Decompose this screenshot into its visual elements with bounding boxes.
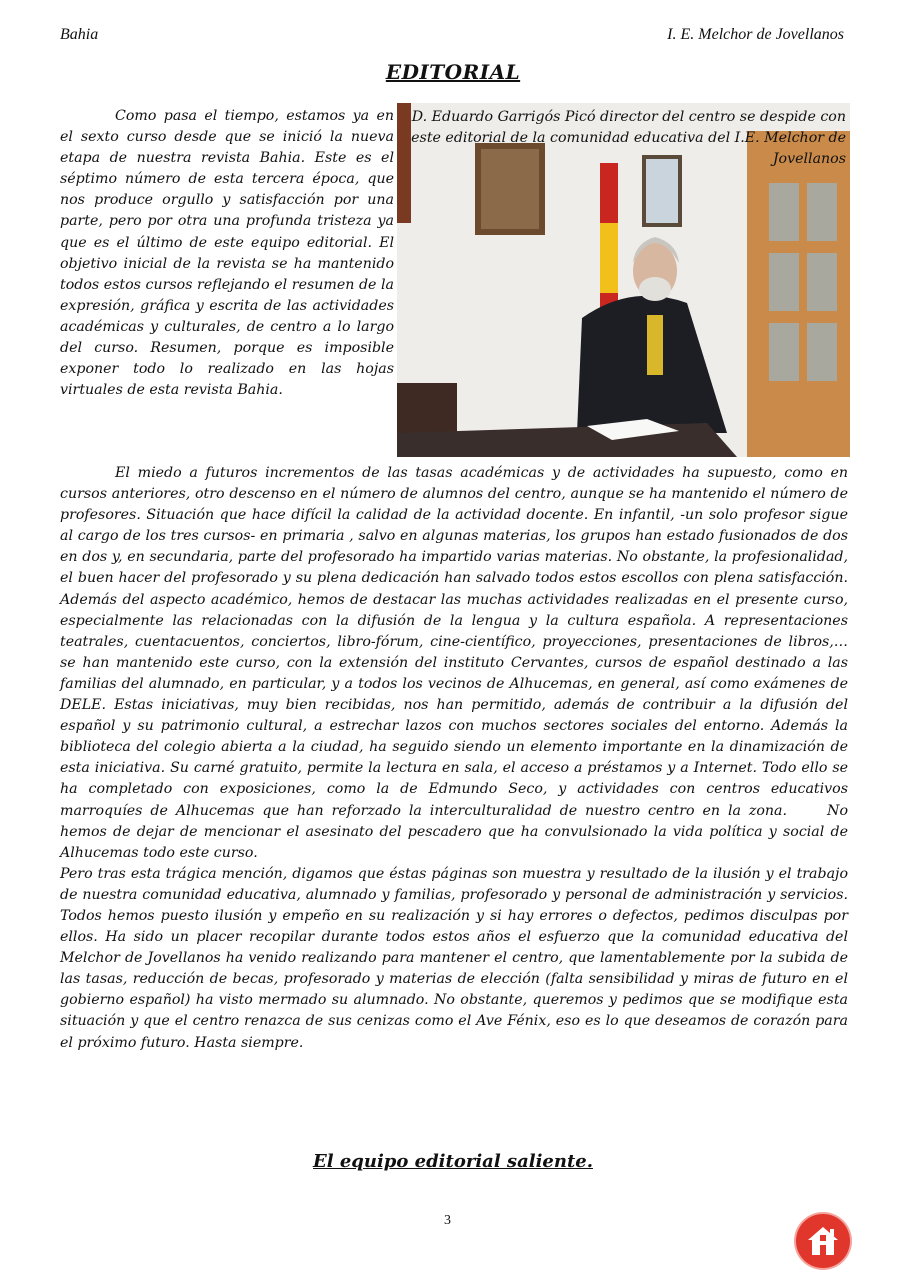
header-magazine-name: Bahia (60, 26, 99, 43)
page-title: EDITORIAL (385, 60, 521, 84)
photo-caption: D. Eduardo Garrigós Picó director del centro se despide con este editorial de la comunidad educativa del I.E. Melchor de Jovellanos (411, 109, 846, 167)
header-school-name: I. E. Melchor de Jovellanos (667, 26, 844, 43)
main-paragraph-1-text: El miedo a futuros incrementos de las tasas académicas y de actividades ha supuesto, como en cursos anteriores, otro descenso en el número de alumnos del centro, aunque se ha mantenido el número de profesores. Situación que hace difícil la calidad de la actividad docente. En infantil, -un solo profesor sigue al cargo de los tres cursos- en primaria , salvo en algunas materias, los grupos han estado fusionados de dos en dos y, en secundaria, parte del profesorado ha impartido varias materias. No obstante, la profesionalidad, el buen hacer del profesorado y su plena dedicación han salvado todos estos escollos con plena satisfacción. Además del aspecto académico, hemos de destacar las muchas actividades realizadas en el presente curso, especialmente las relacionadas con la difusión de la lengua y la cultura española. A representaciones teatrales, cuentacuentos, conciertos, libro-fórum, cine-científico, proyecciones, presentaciones de libros,… se han mantenido este curso, con la extensión del instituto Cervantes, cursos de español destinado a las familias del alumnado, en particular, y a todos los vecinos de Alhucemas, en general, así como exámenes de DELE. Estas iniciativas, muy bien recibidas, nos han permitido, además de contribuir a la difusión del español y su patrimonio cultural, a estrechar lazos con muchos sectores sociales del entorno. Además la biblioteca del colegio abierta a la ciudad, ha seguido siendo un elemento importante en la dinamización de esta iniciativa. Su carné gratuito, permite la lectura en sala, el acceso a préstamos y a Internet. Todo ello se ha completado con exposiciones, como la de Edmundo Seco, y actividades con centros educativos marroquíes de Alhucemas que han reforzado la interculturalidad de nuestro centro en la zona. (60, 465, 848, 819)
main-text (60, 463, 848, 1054)
main-paragraph-2: Pero tras esta trágica mención, digamos que éstas páginas son muestra y resultado de la ilusión y el trabajo de nuestra comunidad educativa, alumnado y familias, profesorado y personal de administración y servicios. Todos hemos puesto ilusión y empeño en su realización y si hay errores o defectos, pedimos disculpas por ellos. Ha sido un placer recopilar durante todos estos años el esfuerzo que la comunidad educativa del Melchor de Jovellanos ha venido realizando para mantener el centro, que lamentablemente por la subida de las tasas, reducción de becas, profesorado y materias de elección (falta sensibilidad y miras de futuro en el gobierno español) ha visto mermado su alumnado. No obstante, queremos y pedimos que se modifique esta situación y que el centro renazca de sus cenizas como el Ave Fénix, eso es lo que deseamos de corazón para el próximo futuro. Hasta siempre. (60, 865, 848, 1051)
intro-paragraph-text: Como pasa el tiempo, estamos ya en el sexto curso desde que se inició la nueva etapa de nuestra revista Bahia. Este es el séptimo número de esta tercera época, que nos produce orgullo y satisfacción por una parte, pero por otra una profunda tristeza ya que es el último de este equipo editorial. El objetivo inicial de la revista se ha mantenido todos estos cursos reflejando el resumen de la expresión, gráfica y escrita de las actividades académicas y culturales, de centro a lo largo del curso. Resumen, porque es imposible exponer todo lo realizado en las hojas virtuales de esta revista Bahia. (60, 108, 394, 399)
intro-paragraph (60, 106, 394, 401)
signature: El equipo editorial saliente. (313, 1151, 593, 1172)
director-photo (397, 103, 850, 457)
home-icon (806, 1225, 840, 1257)
page-number: 3 (444, 1213, 451, 1228)
home-button[interactable] (796, 1214, 850, 1268)
main-paragraph-1 (60, 463, 848, 864)
main-paragraph-1b-text: No hemos de dejar de mencionar el asesinato del pescadero que ha convulsionado la vida política y social de Alhucemas todo este curso. (60, 802, 848, 861)
